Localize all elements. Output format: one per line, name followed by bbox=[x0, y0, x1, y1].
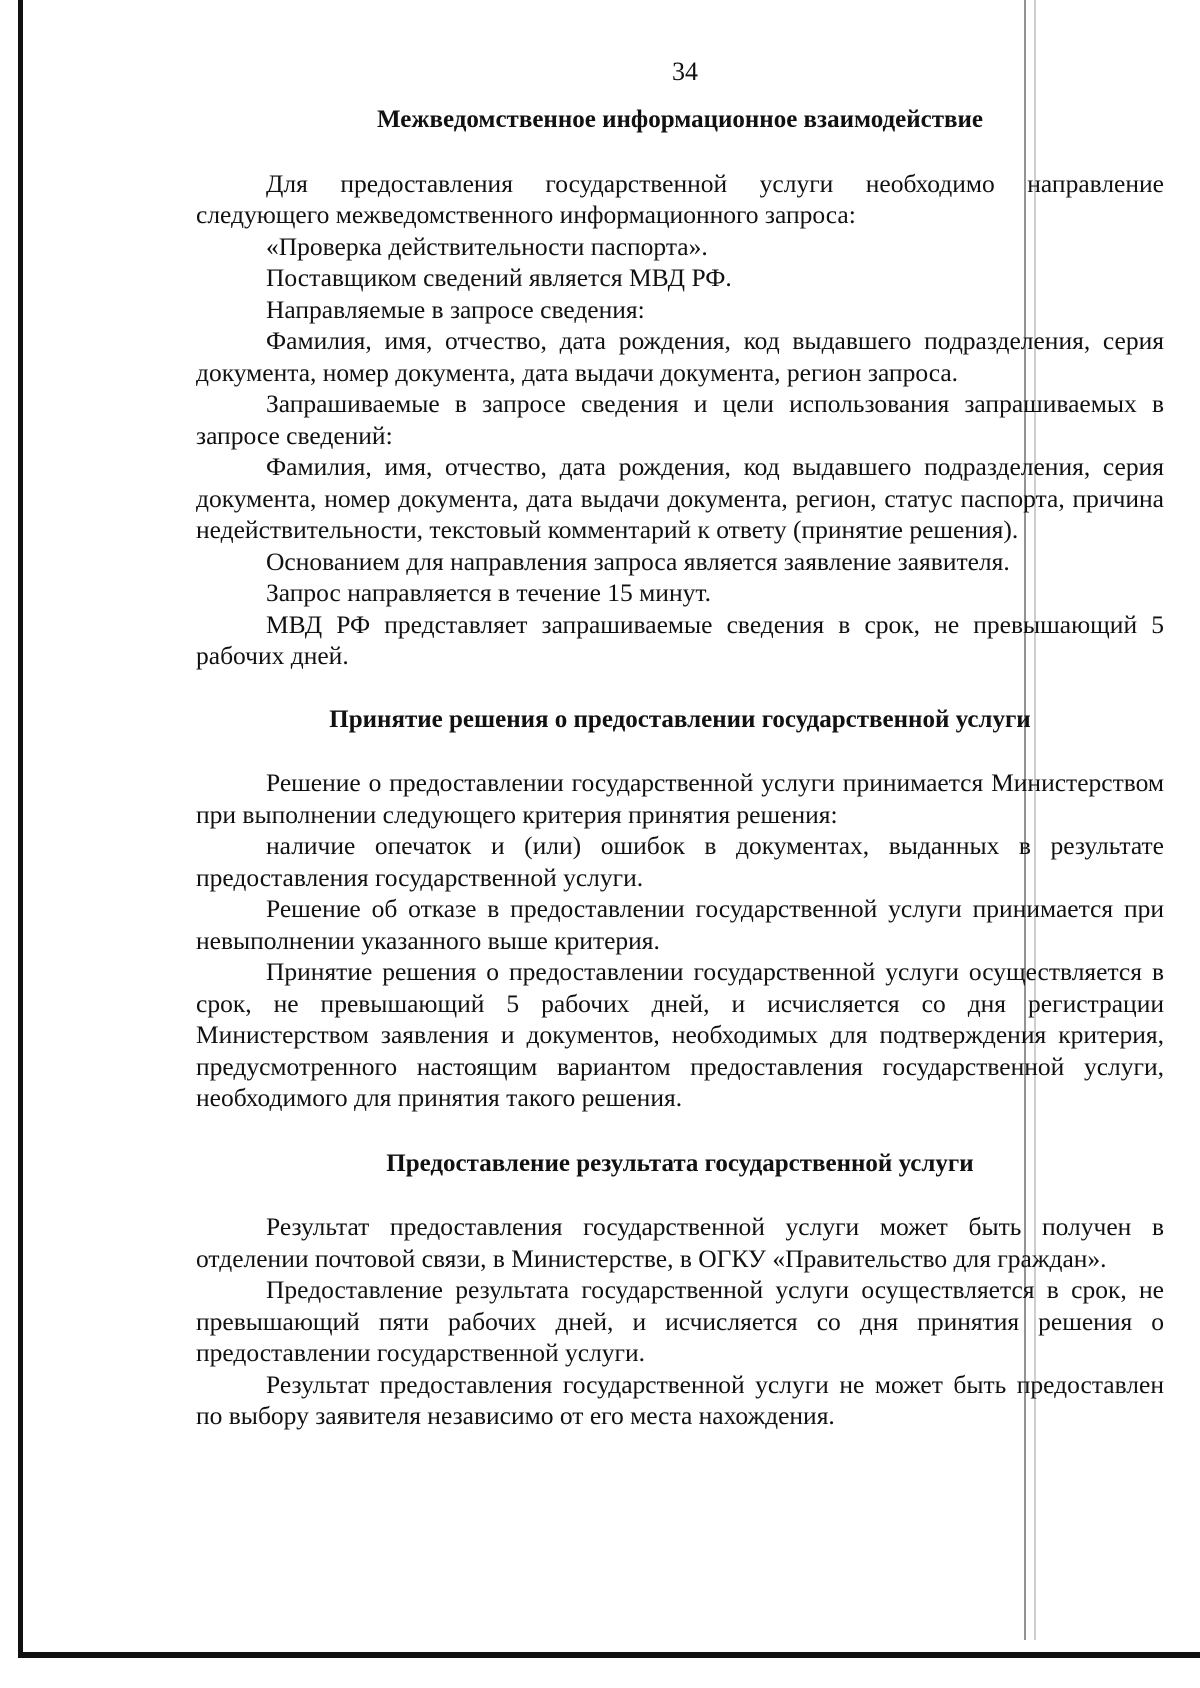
paragraph: Результат предоставления государственной услуги может быть получен в отделении почтовой связи, в Министерстве, в ОГКУ «Правительство для граждан». bbox=[196, 1212, 1164, 1273]
paragraph: Фамилия, имя, отчество, дата рождения, код выдавшего подразделения, серия документа, номер документа, дата выдачи документа, регион, статус паспорта, причина недействительности, текстовый комментарий к ответу (принятие решения). bbox=[196, 452, 1164, 544]
paragraph: Решение об отказе в предоставлении государственной услуги принимается при невыполнении указанного выше критерия. bbox=[196, 894, 1164, 955]
paragraph: МВД РФ представляет запрашиваемые сведения в срок, не превышающий 5 рабочих дней. bbox=[196, 609, 1164, 670]
paragraph: Предоставление результата государственной услуги осуществляется в срок, не превышающий пяти рабочих дней, и исчисляется со дня принятия решения о предоставлении государственной услуги. bbox=[196, 1275, 1164, 1367]
scan-bottom-border bbox=[18, 1652, 1200, 1658]
paragraph: Направляемые в запросе сведения: bbox=[266, 294, 645, 324]
paragraph: наличие опечаток и (или) ошибок в документах, выданных в результате предоставления государственной услуги. bbox=[196, 831, 1164, 892]
section-title-decision: Принятие решения о предоставлении государственной услуги bbox=[329, 705, 1031, 733]
page-number: 34 bbox=[672, 57, 698, 86]
paragraph: Результат предоставления государственной услуги не может быть предоставлен по выбору заявителя независимо от его места нахождения. bbox=[196, 1369, 1164, 1430]
paragraph: Основанием для направления запроса является заявление заявителя. bbox=[266, 546, 1010, 576]
paragraph: Принятие решения о предоставлении государственной услуги осуществляется в срок, не превышающий 5 рабочих дней, и исчисляется со дня регистрации Министерством заявления и документов, необходимых для подтверждения критерия, предусмотренного настоящим вариантом предоставления государственной услуги, необходимого для принятия такого решения. bbox=[196, 957, 1164, 1112]
section-body-result bbox=[196, 1211, 1164, 1432]
paragraph: Поставщиком сведений является МВД РФ. bbox=[266, 263, 732, 292]
paragraph: Фамилия, имя, отчество, дата рождения, код выдавшего подразделения, серия документа, номер документа, дата выдачи документа, регион запроса. bbox=[196, 326, 1164, 387]
paragraph: Запрашиваемые в запросе сведения и цели использования запрашиваемых в запросе сведений: bbox=[196, 389, 1164, 450]
section-title-interagency: Межведомственное информационное взаимодействие bbox=[377, 106, 983, 133]
scan-left-border bbox=[18, 0, 23, 1658]
paragraph: Для предоставления государственной услуги необходимо направление следующего межведомственного информационного запроса: bbox=[196, 168, 1164, 229]
paragraph: Запрос направляется в течение 15 минут. bbox=[266, 578, 711, 607]
section-title-result: Предоставление результата государственной услуги bbox=[386, 1149, 974, 1177]
paragraph: Решение о предоставлении государственной услуги принимается Министерством при выполнении следующего критерия принятия решения: bbox=[196, 768, 1164, 829]
document-content bbox=[196, 52, 1164, 1432]
section-body-decision bbox=[196, 767, 1164, 1114]
paragraph: «Проверка действительности паспорта». bbox=[266, 231, 708, 261]
section-body-interagency bbox=[196, 168, 1164, 672]
